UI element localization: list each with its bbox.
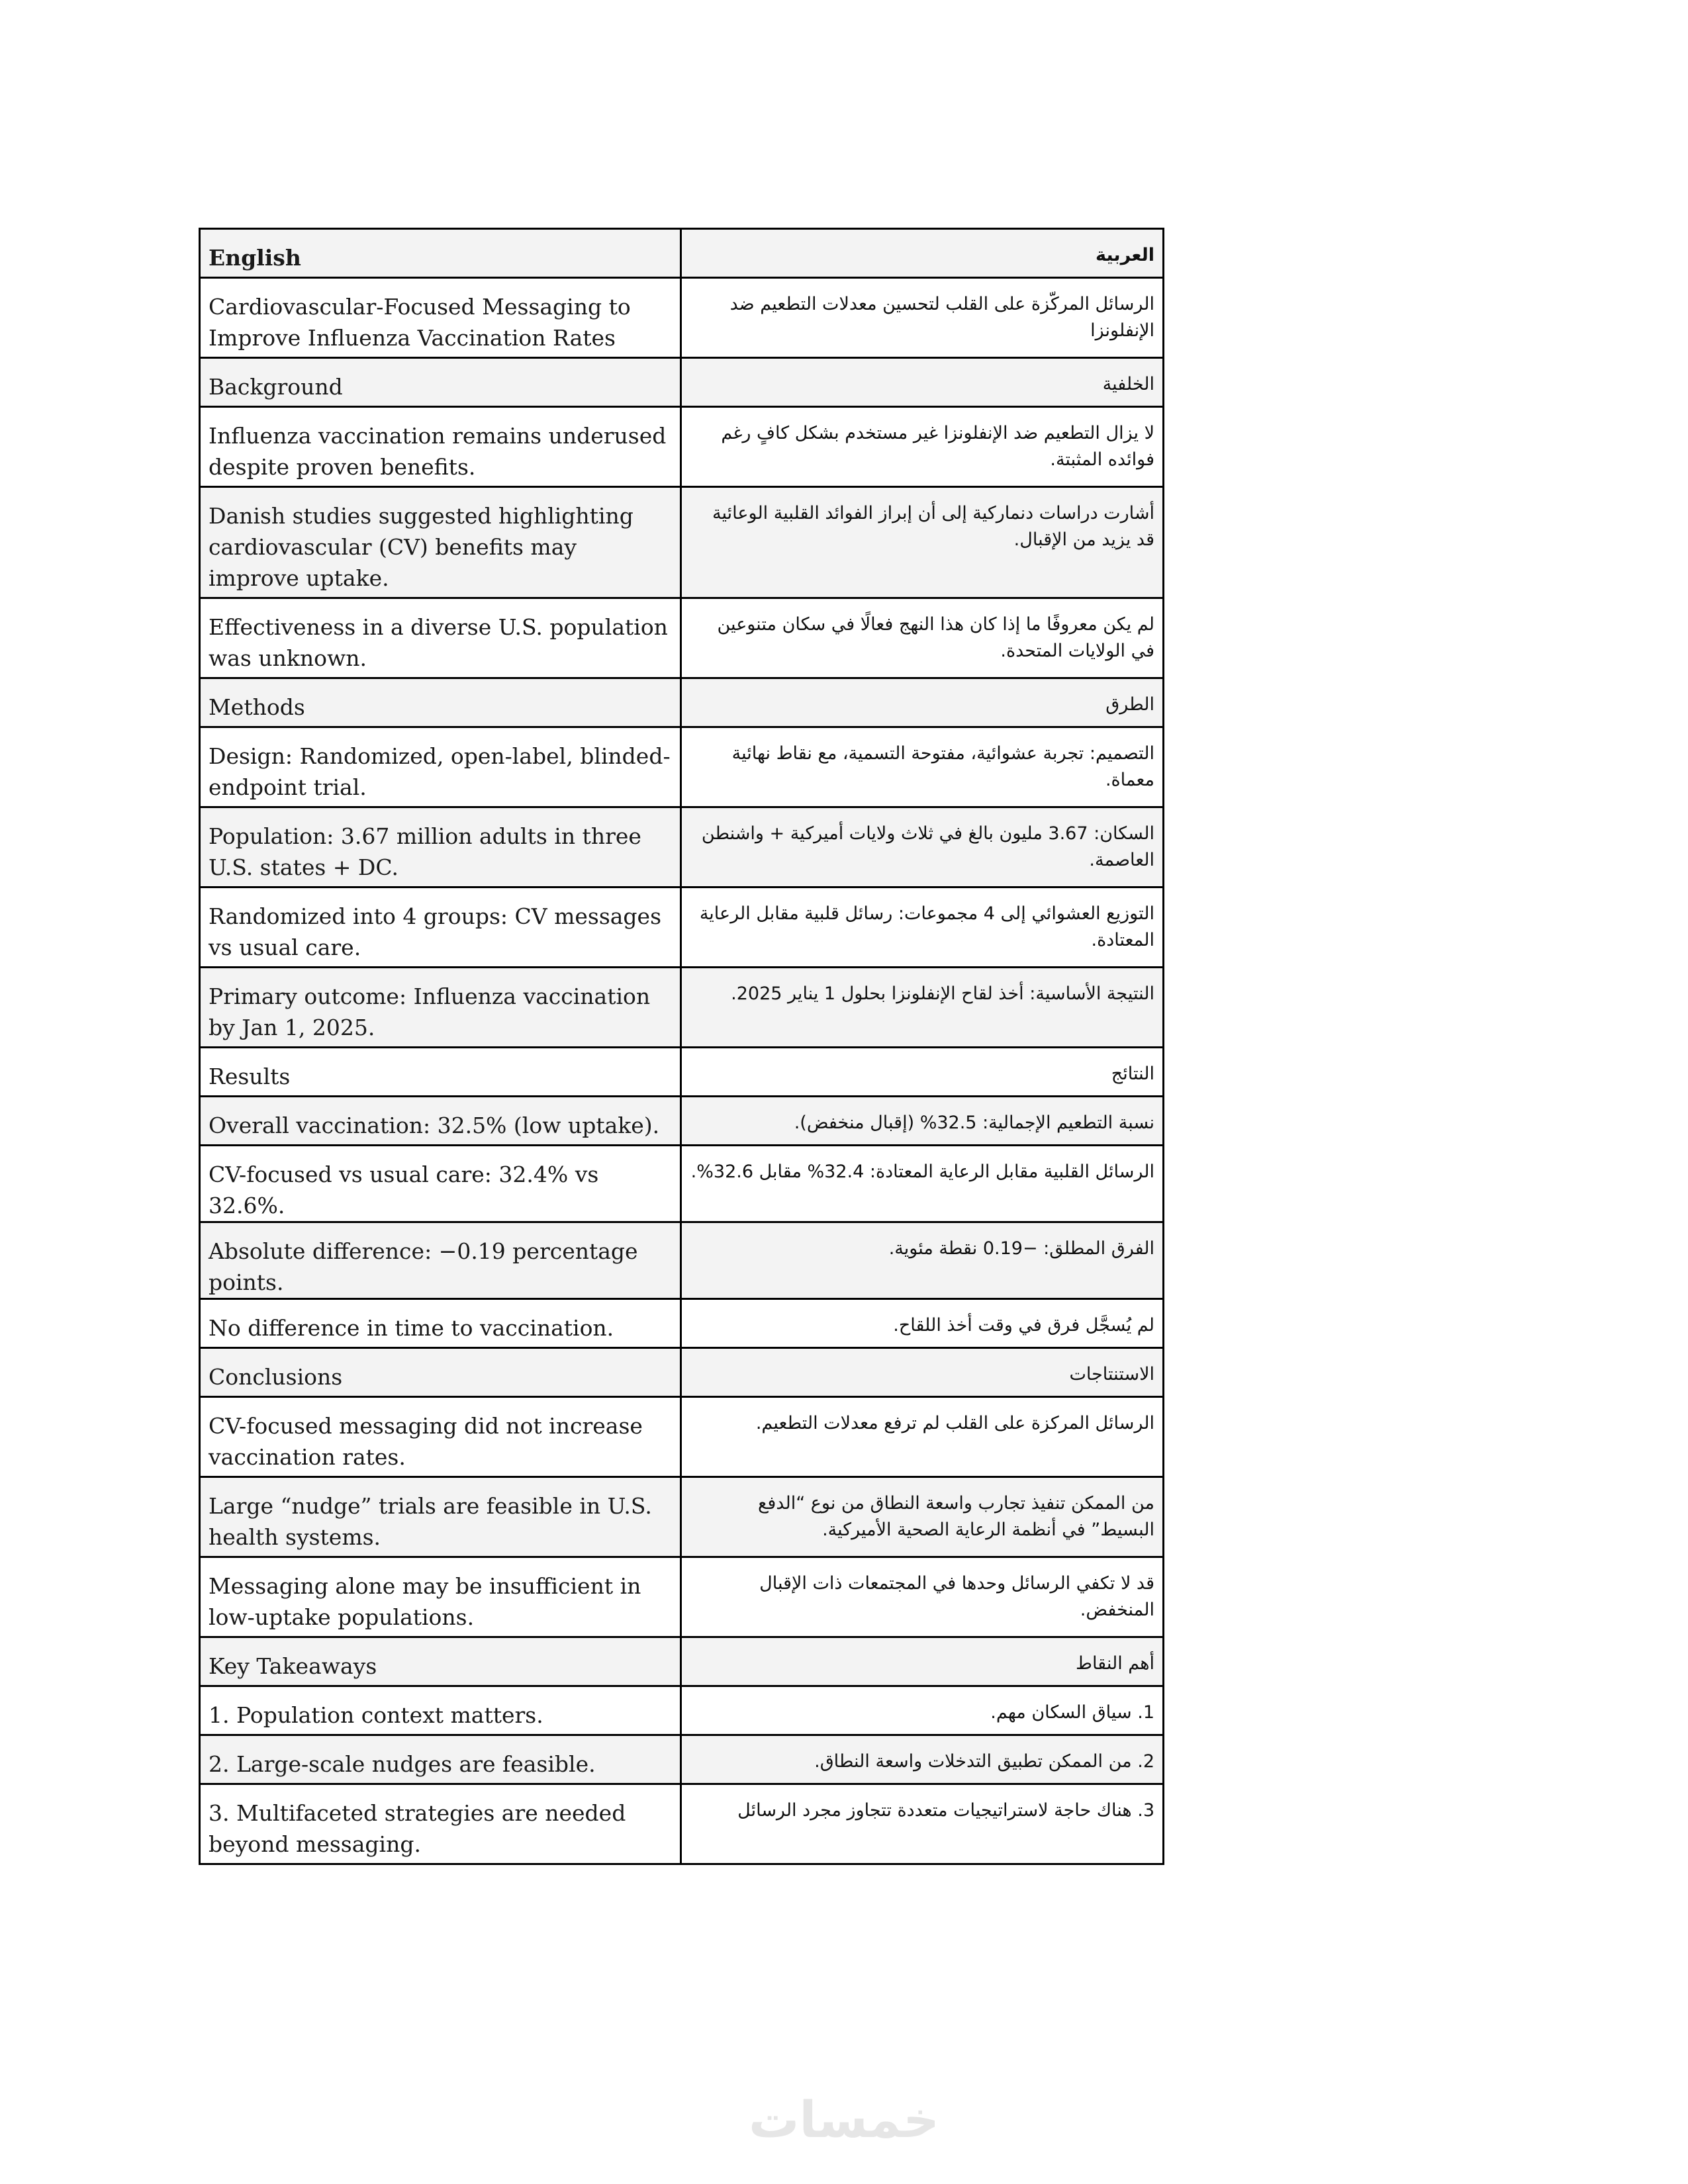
table-row bbox=[200, 487, 1164, 598]
cell-english: Influenza vaccination remains underused despite proven benefits. bbox=[200, 407, 681, 487]
cell-english: Design: Randomized, open-label, blinded-endpoint trial. bbox=[200, 727, 681, 807]
cell-english: Absolute difference: −0.19 percentage points. bbox=[200, 1222, 681, 1299]
table-row bbox=[200, 1637, 1164, 1686]
cell-arabic: 2. من الممكن تطبيق التدخلات واسعة النطاق. bbox=[681, 1735, 1164, 1784]
table-row bbox=[200, 1784, 1164, 1864]
cell-english: Cardiovascular-Focused Messaging to Improve Influenza Vaccination Rates bbox=[200, 278, 681, 358]
cell-english: Key Takeaways bbox=[200, 1637, 681, 1686]
table-row bbox=[200, 968, 1164, 1048]
cell-arabic: الخلفية bbox=[681, 358, 1164, 407]
cell-arabic: الفرق المطلق: −0.19 نقطة مئوية. bbox=[681, 1222, 1164, 1299]
table-row bbox=[200, 278, 1164, 358]
cell-arabic: التصميم: تجربة عشوائية، مفتوحة التسمية، مع نقاط نهائية معماة. bbox=[681, 727, 1164, 807]
table-row bbox=[200, 407, 1164, 487]
table-header-row bbox=[200, 229, 1164, 278]
cell-arabic: التوزيع العشوائي إلى 4 مجموعات: رسائل قلبية مقابل الرعاية المعتادة. bbox=[681, 887, 1164, 968]
table-row bbox=[200, 1348, 1164, 1397]
cell-arabic: أشارت دراسات دنماركية إلى أن إبراز الفوائد القلبية الوعائية قد يزيد من الإقبال. bbox=[681, 487, 1164, 598]
table-row bbox=[200, 1735, 1164, 1784]
table-row bbox=[200, 727, 1164, 807]
table-row bbox=[200, 1299, 1164, 1348]
bilingual-summary-table bbox=[199, 228, 1164, 1865]
cell-arabic: لم يكن معروفًا ما إذا كان هذا النهج فعالًا في سكان متنوعين في الولايات المتحدة. bbox=[681, 598, 1164, 678]
cell-arabic: الرسائل المركّزة على القلب لتحسين معدلات التطعيم ضد الإنفلونزا bbox=[681, 278, 1164, 358]
cell-english: 1. Population context matters. bbox=[200, 1686, 681, 1735]
table-row bbox=[200, 1557, 1164, 1637]
cell-english: No difference in time to vaccination. bbox=[200, 1299, 681, 1348]
cell-english: CV-focused vs usual care: 32.4% vs 32.6%. bbox=[200, 1146, 681, 1222]
cell-arabic: نسبة التطعيم الإجمالية: 32.5% (إقبال منخفض). bbox=[681, 1097, 1164, 1146]
cell-arabic: 1. سياق السكان مهم. bbox=[681, 1686, 1164, 1735]
cell-arabic: الاستنتاجات bbox=[681, 1348, 1164, 1397]
table-row bbox=[200, 1097, 1164, 1146]
table-row bbox=[200, 1222, 1164, 1299]
cell-arabic: الطرق bbox=[681, 678, 1164, 727]
header-english: English bbox=[200, 229, 681, 278]
table-row bbox=[200, 1146, 1164, 1222]
table-row bbox=[200, 807, 1164, 887]
cell-arabic: الرسائل المركزة على القلب لم ترفع معدلات التطعيم. bbox=[681, 1397, 1164, 1477]
cell-arabic: السكان: 3.67 مليون بالغ في ثلاث ولايات أميركية + واشنطن العاصمة. bbox=[681, 807, 1164, 887]
cell-arabic: من الممكن تنفيذ تجارب واسعة النطاق من نوع “الدفع البسيط” في أنظمة الرعاية الصحية الأميركية. bbox=[681, 1477, 1164, 1557]
cell-arabic: النتائج bbox=[681, 1048, 1164, 1097]
cell-english: 3. Multifaceted strategies are needed beyond messaging. bbox=[200, 1784, 681, 1864]
cell-english: 2. Large-scale nudges are feasible. bbox=[200, 1735, 681, 1784]
cell-english: Overall vaccination: 32.5% (low uptake). bbox=[200, 1097, 681, 1146]
table-row bbox=[200, 1397, 1164, 1477]
cell-english: Effectiveness in a diverse U.S. population was unknown. bbox=[200, 598, 681, 678]
cell-arabic: لا يزال التطعيم ضد الإنفلونزا غير مستخدم بشكل كافٍ رغم فوائده المثبتة. bbox=[681, 407, 1164, 487]
cell-english: Danish studies suggested highlighting cardiovascular (CV) benefits may improve uptake. bbox=[200, 487, 681, 598]
cell-arabic: 3. هناك حاجة لاستراتيجيات متعددة تتجاوز مجرد الرسائل bbox=[681, 1784, 1164, 1864]
table-row bbox=[200, 598, 1164, 678]
cell-arabic: الرسائل القلبية مقابل الرعاية المعتادة: 32.4% مقابل 32.6%. bbox=[681, 1146, 1164, 1222]
cell-arabic: لم يُسجَّل فرق في وقت أخذ اللقاح. bbox=[681, 1299, 1164, 1348]
cell-english: Randomized into 4 groups: CV messages vs usual care. bbox=[200, 887, 681, 968]
cell-english: Large “nudge” trials are feasible in U.S. health systems. bbox=[200, 1477, 681, 1557]
table-row bbox=[200, 678, 1164, 727]
cell-english: Population: 3.67 million adults in three U.S. states + DC. bbox=[200, 807, 681, 887]
cell-english: Conclusions bbox=[200, 1348, 681, 1397]
cell-arabic: قد لا تكفي الرسائل وحدها في المجتمعات ذات الإقبال المنخفض. bbox=[681, 1557, 1164, 1637]
cell-english: Methods bbox=[200, 678, 681, 727]
table-row bbox=[200, 358, 1164, 407]
cell-english: CV-focused messaging did not increase vaccination rates. bbox=[200, 1397, 681, 1477]
cell-english: Messaging alone may be insufficient in low-uptake populations. bbox=[200, 1557, 681, 1637]
site-watermark: خمسات bbox=[749, 2090, 939, 2149]
header-arabic: العربية bbox=[681, 229, 1164, 278]
cell-english: Results bbox=[200, 1048, 681, 1097]
cell-arabic: النتيجة الأساسية: أخذ لقاح الإنفلونزا بحلول 1 يناير 2025. bbox=[681, 968, 1164, 1048]
cell-english: Background bbox=[200, 358, 681, 407]
table-row bbox=[200, 887, 1164, 968]
table-row bbox=[200, 1048, 1164, 1097]
table-row bbox=[200, 1477, 1164, 1557]
cell-arabic: أهم النقاط bbox=[681, 1637, 1164, 1686]
table-row bbox=[200, 1686, 1164, 1735]
cell-english: Primary outcome: Influenza vaccination by Jan 1, 2025. bbox=[200, 968, 681, 1048]
